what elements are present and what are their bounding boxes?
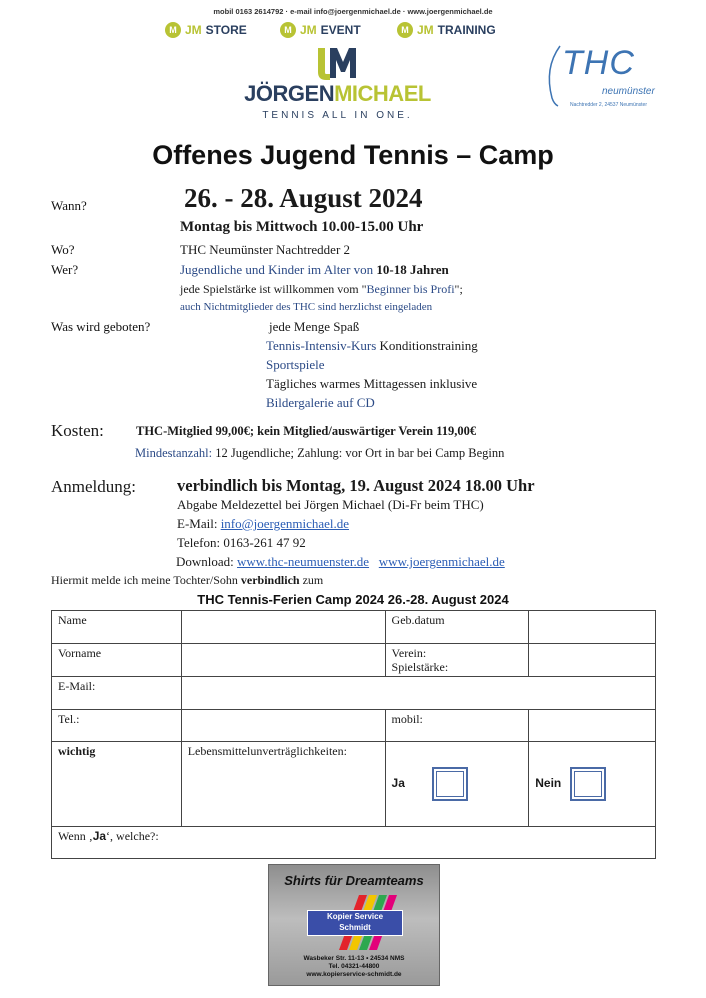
sponsor-web: www.kopierservice-schmidt.de <box>306 971 402 978</box>
club-level-label <box>385 644 529 677</box>
firstname-field[interactable] <box>181 644 385 677</box>
offered-item-text: jede Menge Spaß <box>269 319 360 334</box>
brand-name: STORE <box>205 23 247 37</box>
registration-download <box>176 554 505 570</box>
offered-item <box>269 319 359 335</box>
thc-website-link[interactable]: www.thc-neumuenster.de <box>237 554 370 569</box>
brand-name: EVENT <box>320 23 361 37</box>
offered-label: Was wird geboten? <box>51 319 151 334</box>
brand-prefix: JM <box>185 23 202 37</box>
sponsor-slogan: Shirts für Dreamteams <box>284 873 424 888</box>
form-title: THC Tennis-Ferien Camp 2024 26.-28. August 2024 <box>197 592 509 607</box>
who-line-1 <box>180 262 449 278</box>
costs-label: Kosten: <box>51 421 104 440</box>
no-label: Nein <box>535 775 562 790</box>
mobile-label: mobil: <box>385 710 529 742</box>
no-checkbox[interactable] <box>570 767 606 801</box>
event-dates: 26. - 28. August 2024 <box>184 183 423 213</box>
offered-item-text: Tennis-Intensiv-Kurs <box>266 338 377 353</box>
thc-sub: neumünster <box>602 86 655 97</box>
confirm-bold: verbindlich <box>240 573 300 587</box>
min-value: 12 Jugendliche; Zahlung: vor Ort in bar bei Camp Beginn <box>212 446 505 460</box>
logo-name-second: MICHAEL <box>334 81 431 106</box>
download-label: Download: <box>176 554 238 569</box>
level-label: Spielstärke: <box>391 660 449 674</box>
who-level-end: "; <box>454 282 463 296</box>
sponsor-name-1: Kopier Service <box>326 912 384 921</box>
email-field[interactable] <box>181 677 655 710</box>
registration-phone: Telefon: 0163-261 47 92 <box>177 535 306 550</box>
jm-website-link[interactable]: www.joergenmichael.de <box>378 554 505 569</box>
jm-icon: M <box>280 22 296 38</box>
email-link[interactable]: info@joergenmichael.de <box>220 516 350 531</box>
sponsor-phone: Tel. 04321-44800 <box>328 963 380 970</box>
club-level-field[interactable] <box>529 644 656 677</box>
logo-name-first: JÖRGEN <box>244 81 335 106</box>
contact-line: mobil 0163 2614792 · e-mail info@joergenmichael.de · www.joergenmichael.de <box>213 7 493 16</box>
registration-deadline: verbindlich bis Montag, 19. August 2024 18.00 Uhr <box>177 476 535 495</box>
name-label: Name <box>52 611 182 644</box>
important-label: wichtig <box>52 742 182 827</box>
sponsor-name <box>307 910 403 936</box>
offered-item: Sportspiele <box>266 357 325 372</box>
thc-logo <box>540 40 660 115</box>
registration-email <box>177 516 349 532</box>
costs-value: THC-Mitglied 99,00€; kein Mitglied/auswärtiger Verein 119,00€ <box>136 424 477 438</box>
logo-name <box>240 81 435 107</box>
who-age-range: 10-18 Jahren <box>376 262 449 277</box>
registration-label: Anmeldung: <box>51 477 136 496</box>
offered-item: Bildergalerie auf CD <box>266 395 375 410</box>
tel-field[interactable] <box>181 710 385 742</box>
brand-prefix: JM <box>417 23 434 37</box>
page-title: Offenes Jugend Tennis – Camp <box>152 140 554 170</box>
jm-logo-mark-icon <box>316 48 356 82</box>
yes-option <box>385 742 529 827</box>
brand-prefix: JM <box>300 23 317 37</box>
birthdate-label: Geb.datum <box>385 611 529 644</box>
min-participants <box>135 446 504 461</box>
yes-checkbox[interactable] <box>432 767 468 801</box>
name-field[interactable] <box>181 611 385 644</box>
mobile-field[interactable] <box>529 710 656 742</box>
brand-jmstore <box>165 22 247 38</box>
which-text: Wenn ‚ <box>58 829 93 843</box>
confirm-end: zum <box>299 573 324 587</box>
offered-item: Tägliches warmes Mittagessen inklusive <box>266 376 478 391</box>
where-value: THC Neumünster Nachtredder 2 <box>180 242 351 257</box>
birthdate-field[interactable] <box>529 611 656 644</box>
thc-name: THC <box>562 44 635 82</box>
registration-form <box>51 610 656 859</box>
event-times: Montag bis Mittwoch 10.00-15.00 Uhr <box>180 219 424 235</box>
tel-label: Tel.: <box>52 710 182 742</box>
who-level-text: jede Spielstärke ist willkommen vom " <box>180 282 367 296</box>
sponsor-contact <box>269 955 439 979</box>
offered-item <box>266 338 478 354</box>
which-end: ‘, welche?: <box>106 829 159 843</box>
when-label: Wann? <box>51 198 87 213</box>
email-label: E-Mail: <box>52 677 182 710</box>
where-label: Wo? <box>51 242 75 257</box>
no-option <box>529 742 656 827</box>
joergen-michael-logo <box>240 48 435 126</box>
which-field[interactable] <box>52 827 656 859</box>
jm-icon: M <box>397 22 413 38</box>
who-line-2 <box>180 282 463 297</box>
intolerance-label: Lebensmittelunverträglichkeiten: <box>181 742 385 827</box>
registration-confirm <box>51 573 323 588</box>
registration-handin: Abgabe Meldezettel bei Jörgen Michael (Di-Fr beim THC) <box>177 497 484 512</box>
who-level-range: Beginner bis Profi <box>366 282 455 296</box>
who-line-3: auch Nichtmitglieder des THC sind herzlichst eingeladen <box>180 301 433 313</box>
confirm-text: Hiermit melde ich meine Tochter/Sohn <box>51 573 241 587</box>
email-label: E-Mail: <box>177 516 221 531</box>
which-bold: Ja <box>92 829 107 843</box>
min-label: Mindestanzahl: <box>135 446 213 460</box>
club-label: Verein: <box>391 646 427 660</box>
sponsor-name-2: Schmidt <box>339 923 371 932</box>
firstname-label: Vorname <box>52 644 182 677</box>
who-label: Wer? <box>51 262 79 277</box>
thc-address: Nachtredder 2, 24537 Neumünster <box>570 102 647 108</box>
brand-jmtraining <box>397 22 496 38</box>
jm-icon: M <box>165 22 181 38</box>
brand-name: TRAINING <box>437 23 496 37</box>
who-age-text: Jugendliche und Kinder im Alter von <box>180 262 377 277</box>
sponsor-address: Wasbeker Str. 11-13 • 24534 NMS <box>303 955 405 962</box>
brand-jmevent <box>280 22 361 38</box>
offered-item-extra: Konditionstraining <box>376 338 478 353</box>
yes-label: Ja <box>391 775 405 790</box>
sponsor-ad <box>268 864 440 986</box>
logo-tagline: TENNIS ALL IN ONE. <box>262 110 413 121</box>
